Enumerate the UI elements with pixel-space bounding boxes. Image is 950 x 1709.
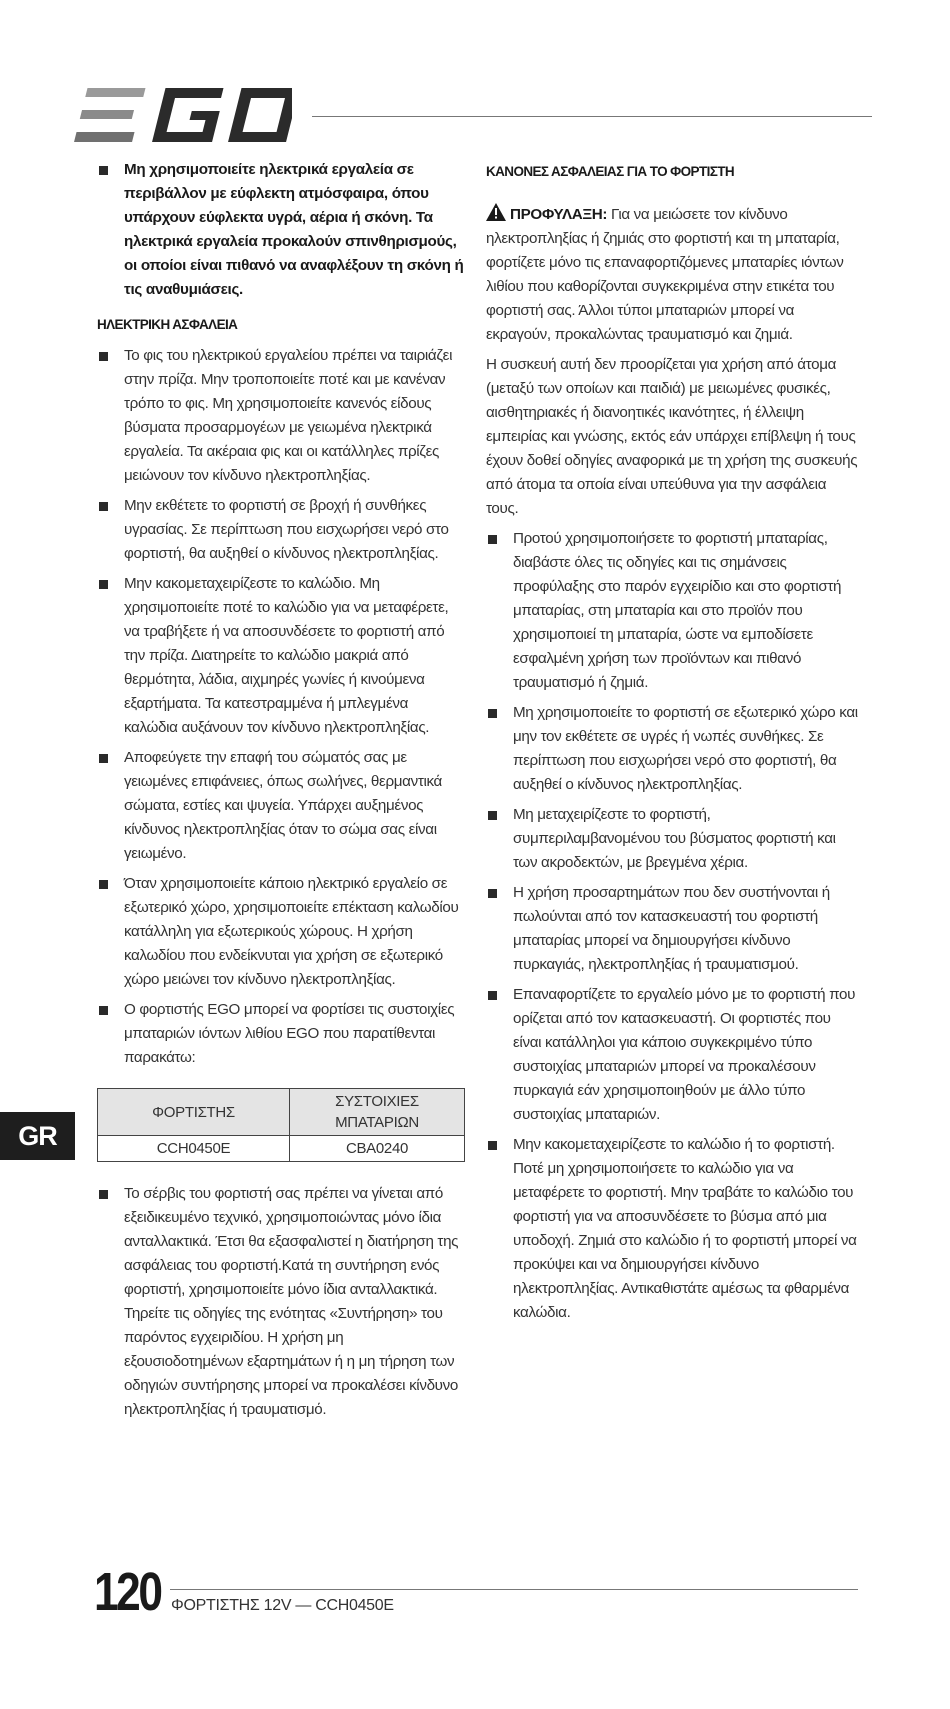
usage-restriction-paragraph: Η συσκευή αυτή δεν προορίζεται για χρήση από άτομα (μεταξύ των οποίων και παιδιά) με μειωμένες φυσικές, αισθητηριακές ή διανοητικές ικανότητες, ή έλλειψη εμπειρίας και γνώσης, εκτός εάν υπάρχει επίβλεψη ή τους έχουν δοθεί οδηγίες αναφορικά με τη χρήση της συσκευής από άτομα τα οποία είναι υπεύθυνα για την ασφάλεια τους. [486,356,858,517]
bullet-square-icon [99,352,108,361]
warning-text: Για να μειώσετε τον κίνδυνο ηλεκτροπληξίας ή ζημιάς στο φορτιστή και τη μπαταρία, φορτίζετε μόνο τις επαναφορτιζόμενες μπαταρίες ιόντων λιθίου που καθορίζονται συγκεκριμένα στην ετικέτα του φορτιστή σας. Άλλοι τύποι μπαταριών μπορεί να εκραγούν, προκαλώντας τραυματισμό και ζημιά. [486,206,844,343]
bullet-square-icon [488,1141,497,1150]
bullet-text: Μην κακομεταχειρίζεστε το καλώδιο ή το φορτιστή. Ποτέ μη χρησιμοποιήσετε το καλώδιο για να μεταφέρετε το φορτιστή. Μην τραβάτε το καλώδιο του φορτιστή για να αποσυνδέσετε το βύσμα από μια υποδοχή. Ζημιά στο καλώδιο ή το φορτιστή μπορεί να προκύψει και να δημιουργήσει κίνδυνο ηλεκτροπληξίας. Αντικαθιστάτε αμέσως τα φθαρμένα καλώδια. [513,1136,857,1321]
page-number: 120 [94,1562,161,1622]
warning-paragraph [486,203,858,347]
bullet-square-icon [99,880,108,889]
table-header-charger: ΦΟΡΤΙΣΤΗΣ [98,1089,290,1136]
section-heading-charger-safety: ΚΑΝΟΝΕΣ ΑΣΦΑΛΕΙΑΣ ΓΙΑ ΤΟ ΦΟΡΤΙΣΤΗ [486,164,735,179]
bullet-square-icon [488,535,497,544]
table-header-battery-packs: ΣΥΣΤΟΙΧΙΕΣ ΜΠΑΤΑΡΙΩΝ [290,1089,465,1136]
bullet-square-icon [99,1190,108,1199]
bullet-text: Το φις του ηλεκτρικού εργαλείου πρέπει να ταιριάζει στην πρίζα. Μην τροποποιείτε ποτέ και με κανέναν τρόπο το φις. Μη χρησιμοποιείτε κανενός είδους βύσματα προσαρμογέων με γειωμένα ηλεκτρικά εργαλεία. Τα ακέραια φις και οι κατάλληλες πρίζες μειώνουν τον κίνδυνο ηλεκτροπληξίας. [124,347,453,484]
list-item [97,572,465,740]
bullet-text: Ο φορτιστής EGO μπορεί να φορτίσει τις συστοιχίες μπαταριών ιόντων λιθίου EGO που παρατίθενται παρακάτω: [124,1001,455,1066]
language-tab: GR [0,1112,75,1160]
bullet-text: Μην εκθέτετε το φορτιστή σε βροχή ή συνθήκες υγρασίας. Σε περίπτωση που εισχωρήσει νερό στο φορτιστή, θα αυξηθεί ο κίνδυνος ηλεκτροπληξίας. [124,497,449,562]
bullet-text: Αποφεύγετε την επαφή του σώματός σας με γειωμένες επιφάνειες, όπως σωλήνες, θερμαντικά σώματα, εστίες και ψυγεία. Υπάρχει αυξημένος κίνδυνος ηλεκτροπληξίας όταν το σώμα σας είναι γειωμένο. [124,749,442,862]
left-column [97,158,465,1428]
bullet-text: Μη μεταχειρίζεστε το φορτιστή, συμπεριλαμβανομένου του βύσματος φορτιστή και των ακροδεκτών, με βρεγμένα χέρια. [513,806,836,871]
intro-bullet-list [97,158,465,302]
bullet-square-icon [488,709,497,718]
section-heading-electrical-safety: ΗΛΕΚΤΡΙΚΗ ΑΣΦΑΛΕΙΑ [97,317,238,332]
list-item [97,998,465,1070]
footer-rule [170,1589,858,1590]
list-item [486,701,858,797]
service-bullet-list [97,1182,465,1422]
bullet-square-icon [99,1006,108,1015]
bullet-square-icon [99,166,108,175]
bullet-square-icon [99,580,108,589]
right-column [486,158,858,1331]
footer-title: ΦΟΡΤΙΣΤΗΣ 12V — CCH0450E [171,1597,394,1614]
bullet-square-icon [488,811,497,820]
list-item [97,158,465,302]
list-item [486,1133,858,1325]
list-item [486,983,858,1127]
list-item [97,344,465,488]
list-item [97,1182,465,1422]
header-rule [312,116,872,117]
bullet-text: Η χρήση προσαρτημάτων που δεν συστήνονται ή πωλούνται από τον κατασκευαστή του φορτιστή μπαταρίας μπορεί να δημιουργήσει κίνδυνο πυρκαγιάς, ηλεκτροπληξίας ή τραυματισμού. [513,884,830,973]
list-item [97,872,465,992]
list-item [486,881,858,977]
bullet-text: Προτού χρησιμοποιήσετε το φορτιστή μπαταρίας, διαβάστε όλες τις οδηγίες και τις σημάνσεις προφύλαξης στο παρόν εγχειρίδιο και στο φορτιστή μπαταρίας, στη μπαταρία και στο προϊόν που χρησιμοποιεί τη μπαταρία, ώστε να εμποδίσετε εσφαλμένη χρήση των προϊόντων και πιθανό τραυματισμό ή ζημιά. [513,530,842,691]
list-item [486,527,858,695]
table-row [98,1136,465,1162]
bullet-text: Όταν χρησιμοποιείτε κάποιο ηλεκτρικό εργαλείο σε εξωτερικό χώρο, χρησιμοποιείτε επέκταση καλωδίου κατάλληλη για εξωτερικούς χώρους. Η χρήση καλωδίου που ενδείκνυται για χρήση σε εξωτερικό χώρο μειώνει τον κίνδυνο ηλεκτροπληξίας. [124,875,459,988]
ego-logo [74,86,292,144]
list-item [486,803,858,875]
bullet-square-icon [99,754,108,763]
bullet-text: Μη χρησιμοποιείτε το φορτιστή σε εξωτερικό χώρο και μην τον εκθέτετε σε υγρές ή νωπές συνθήκες. Σε περίπτωση που εισχωρήσει νερό στο φορτιστή, θα αυξηθεί ο κίνδυνος ηλεκτροπληξίας. [513,704,858,793]
bullet-text: Το σέρβις του φορτιστή σας πρέπει να γίνεται από εξειδικευμένο τεχνικό, χρησιμοποιώντας μόνο ίδια ανταλλακτικά. Έτσι θα εξασφαλιστεί η διατήρηση της ασφάλειας του φορτιστή.Κατά τη συντήρηση ενός φορτιστή, χρησιμοποιείτε μόνο ίδια ανταλλακτικά. Τηρείτε τις οδηγίες της ενότητας «Συντήρηση» του παρόντος εγχειριδίου. Η χρήση μη εξουσιοδοτημένων εξαρτημάτων ή η μη τήρηση των οδηγιών συντήρησης μπορεί να προκαλέσει κίνδυνο ηλεκτροπληξίας ή τραυματισμό. [124,1185,459,1418]
bullet-square-icon [488,991,497,1000]
warning-triangle-icon [486,203,506,221]
bullet-square-icon [99,502,108,511]
electrical-safety-list [97,344,465,1070]
charger-safety-list [486,527,858,1325]
bullet-square-icon [488,889,497,898]
bullet-text: Επαναφορτίζετε το εργαλείο μόνο με το φορτιστή που ορίζεται από τον κατασκευαστή. Οι φορτιστές που είναι κατάλληλοι για κάποιο συγκεκριμένο τύπο συστοιχίας μπαταριών μπορεί να προκαλέσουν πυρκαγιά εάν χρησιμοποιηθούν με άλλο τύπο συστοιχίας μπαταριών. [513,986,856,1123]
table-header-row [98,1089,465,1136]
bullet-text: Μη χρησιμοποιείτε ηλεκτρικά εργαλεία σε περιβάλλον με εύφλεκτη ατμόσφαιρα, όπου υπάρχουν εύφλεκτα υγρά, αέρια ή σκόνη. Τα ηλεκτρικά εργαλεία προκαλούν σπινθηρισμούς, οι οποίοι είναι πιθανό να αναφλέξουν τη σκόνη ή τις αναθυμιάσεις. [124,161,464,298]
table-cell-charger: CCH0450E [98,1136,290,1162]
list-item [97,494,465,566]
warning-label: ΠΡΟΦΥΛΑΞΗ: [510,206,608,223]
bullet-text: Μην κακομεταχειρίζεστε το καλώδιο. Μη χρησιμοποιείτε ποτέ το καλώδιο για να μεταφέρετε, να τραβήξετε ή να αποσυνδέσετε το φορτιστή από την πρίζα. Διατηρείτε το καλώδιο μακριά από θερμότητα, λάδια, αιχμηρές γωνίες ή κινούμενα εξαρτήματα. Τα κατεστραμμένα ή μπλεγμένα καλώδια αυξάνουν τον κίνδυνο ηλεκτροπληξίας. [124,575,449,736]
compatibility-table [97,1088,465,1162]
logo-text: EGO [74,86,77,87]
list-item [97,746,465,866]
table-cell-battery: CBA0240 [290,1136,465,1162]
